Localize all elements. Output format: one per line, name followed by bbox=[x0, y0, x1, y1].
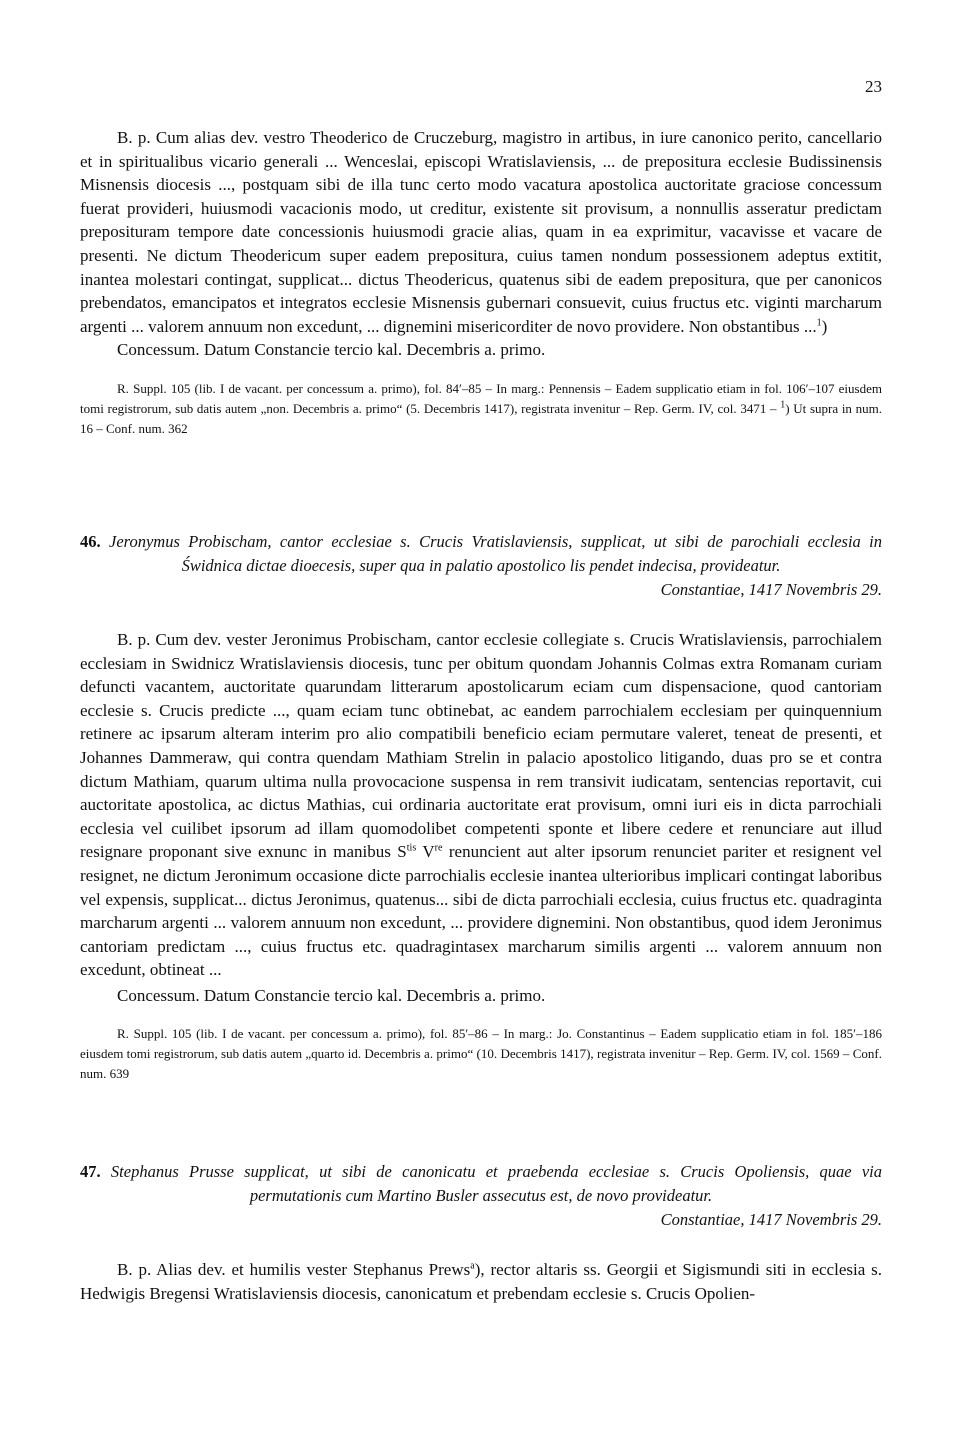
entry-45-concessum: Concessum. Datum Constancie tercio kal. Decembris a. primo. bbox=[117, 340, 546, 360]
entry-45-text: B. p. Cum alias dev. vestro Theoderico de Cruczeburg, magistro in artibus, in iure canonico perito, cancellario et in spiritualibus vicario generali ... Wenceslai, episcopi Wratislaviensis, ... de prepositura ecclesie Budissinensis Misnensis diocesis ..., postquam sibi de illa tunc certo modo vacatura apostolica auctoritate graciose concessum fuerat provideri, huiusmodi vacacionis modo, ut creditur, existente sit provisum, a nonnullis asseratur predictam preposituram tempore date concessionis huiusmodi gracie alias, quam in ea exprimitur, vacavisse et vacare de presenti. Ne dictum Theodericum super eadem prepositura, cuius tamen nondum possessionem adeptus extitit, inantea molestari contingat, supplicat... dictus Theodericus, quatenus sibi de eadem prepositura, que per canonicos prebendatos, emancipatos et integratos ecclesie Misnensis gubernari consuevit, cuius fructus etc. viginti marcharum argenti ... valorem annuum non excedunt, ... dignemini misericorditer de novo providere. Non obstantibus ...$^1$) bbox=[80, 128, 882, 336]
entry-45 bbox=[80, 126, 882, 439]
entry-47-date: Constantiae, 1417 Novembris 29. bbox=[660, 1210, 882, 1229]
entry-46-heading: 46. Jeronymus Probischam, cantor ecclesiae s. Crucis Vratislaviensis, supplicat, ut sibi de parochiali ecclesia in Świdnica dictae dioecesis, super qua in palatio apostolico lis pendet indecisa, provideatur. bbox=[80, 532, 882, 575]
entry-47-heading: 47. Stephanus Prusse supplicat, ut sibi de canonicatu et praebenda ecclesiae s. Crucis Opoliensis, quae via permutationis cum Martino Busler assecutus est, de novo provideatur. bbox=[80, 1162, 883, 1205]
entry-46-date: Constantiae, 1417 Novembris 29. bbox=[660, 580, 882, 599]
entry-46 bbox=[80, 530, 882, 1084]
entry-46-note: R. Suppl. 105 (lib. I de vacant. per concessum a. primo), fol. 85′–86 – In marg.: Jo. Constantinus – Eadem supplicatio etiam in fol. 185′–186 eiusdem tomi registrorum, sub datis autem „quarto id. Decembris a. primo“ (10. Decembris 1417), registrata invenitur – Rep. Germ. IV, col. 1569 – Conf. num. 639 bbox=[80, 1025, 882, 1081]
entry-46-concessum: Concessum. Datum Constancie tercio kal. Decembris a. primo. bbox=[117, 985, 546, 1005]
entry-47 bbox=[80, 1160, 882, 1305]
entry-47-text: B. p. Alias dev. et humilis vester Stephanus Prews$^a$), rector altaris ss. Georgii et Sigismundi siti in ecclesia s. Hedwigis Bregensi Wratislaviensis diocesis, canonicatum et prebendam ecclesie s. Crucis Opolien- bbox=[80, 1260, 882, 1303]
page-number: 23 bbox=[865, 77, 882, 96]
entry-45-note: R. Suppl. 105 (lib. I de vacant. per concessum a. primo), fol. 84′–85 – In marg.: Pennensis – Eadem supplicatio etiam in fol. 106′–107 eiusdem tomi registrorum, sub datis autem „non. Decembris a. primo“ (5. Decembris 1417), registrata invenitur – Rep. Germ. IV, col. 3471 – $^1$) Ut supra in num. 16 – Conf. num. 362 bbox=[80, 380, 882, 436]
footnote-mark: 1 bbox=[816, 317, 822, 329]
entry-number: 46. bbox=[80, 532, 101, 551]
entry-number: 47. bbox=[80, 1162, 101, 1181]
entry-46-text: B. p. Cum dev. vester Jeronimus Probischam, cantor ecclesie collegiate s. Crucis Wratislaviensis, parrochialem ecclesiam in Swidnicz Wratislaviensis diocesis, tunc per obitum quondam Johannis Colmas extra Romanam curiam defuncti vacantem, auctoritate quarundam litterarum apostolicarum eciam cum dispensacione, quod cantoriam ecclesie s. Crucis predicte ..., quam eciam tunc obtinebat, ac eandem parrochialem ecclesiam per quinquennium retinere ac ipsarum alteram interim pro alio compatibili beneficio eciam permutare valeret, teneat de presenti, et Johannes Dammeraw, qui contra quendam Mathiam Strelin in palacio apostolico litigando, duas pro se et contra dictum Mathiam, quarum ultima nulla provocacione suspensa in rem transivit iudicatam, sentencias reportavit, cui auctoritate apostolica, ac dictus Mathias, cui ordinaria auctoritate erat provisum, omni iuri eis in dicta parrochiali ecclesia vel cuilibet ipsorum ad illam quomodolibet competenti sponte et libere cedere et renunciare aut illud resignare proponant sive exnunc in manibus $S^{tis}$ Vre renuncient aut alter ipsorum renunciet pariter et resignent vel resignet, ne dictum Jeronimum occasione dicte parrochialis ecclesie inantea ulterioribus implicari contingat laboribus vel expensis, supplicat... dictus Jeronimus, quatenus... sibi de dicta parrochiali ecclesia, cuius fructus etc. quadraginta marcharum argenti ... valorem annuum non excedunt, ... providere dignemini. Non obstantibus, quod idem Jeronimus cantoriam predictam ..., cuius fructus etc. quadragintasex marcharum similis argenti ... valorem annuum non excedunt, obtineat ... bbox=[80, 630, 882, 980]
